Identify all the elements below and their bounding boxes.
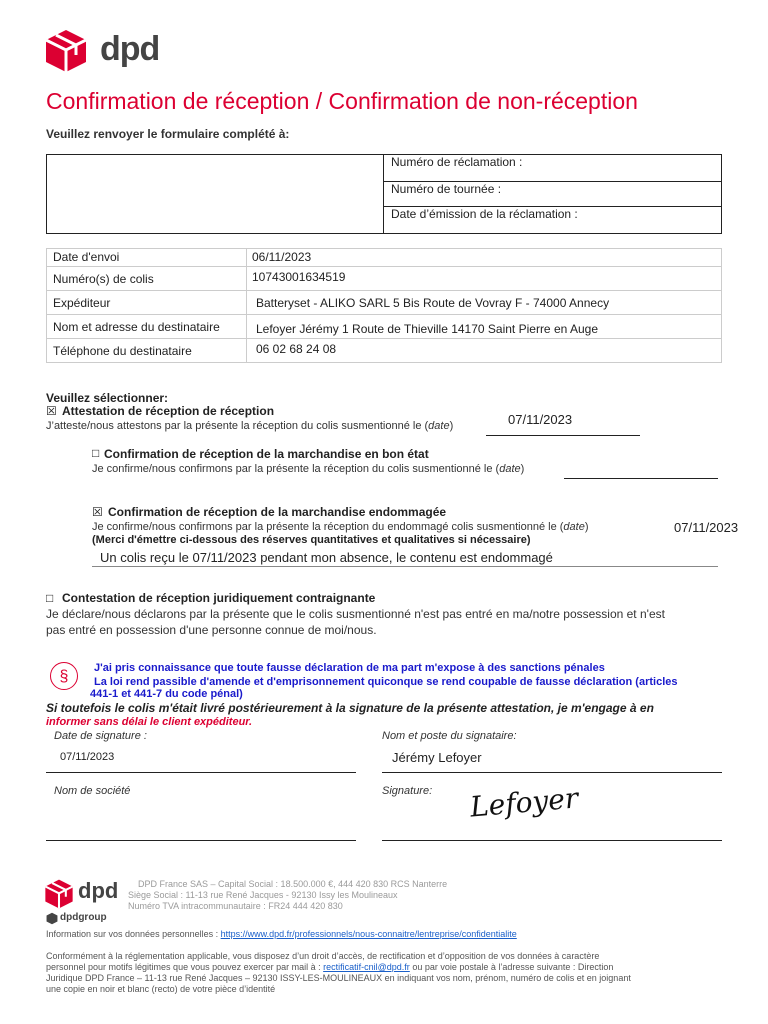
legal-italic-red: informer sans délai le client expéditeur. — [46, 716, 253, 728]
claim-number-label: Numéro de réclamation : — [391, 155, 523, 169]
dpd-footer-wordmark: dpd — [78, 878, 119, 903]
send-date-label: Date d'envoi — [53, 250, 120, 264]
option4-title: Contestation de réception juridiquement contraignante — [62, 591, 376, 605]
option4-text-line1: Je déclare/nous déclarons par la présente que le colis susmentionné n'est pas entré en ma/notre possession et n'est — [46, 607, 665, 621]
signature-date-label: Date de signature : — [54, 730, 147, 742]
option4-checkbox[interactable]: □ — [46, 591, 54, 605]
option3-checkbox[interactable]: ☒ — [92, 505, 103, 519]
gdpr-email-link[interactable]: rectificatif-cnil@dpd.fr — [323, 962, 410, 972]
signer-name-value: Jérémy Lefoyer — [392, 750, 482, 765]
sender-label: Expéditeur — [53, 296, 111, 310]
option1-checkbox[interactable]: ☒ — [46, 404, 57, 418]
privacy-link[interactable]: https://www.dpd.fr/professionnels/nous-connaitre/lentreprise/confidentialite — [220, 929, 517, 939]
gdpr-line3: Juridique DPD France – 11-13 rue René Jacques – 92130 ISSY-LES-MOULINEAUX en indiquant vos nom, prénom, numéro de colis et en joignant — [46, 973, 631, 983]
dpd-footer-cube-icon — [44, 878, 74, 910]
gdpr-line2a: personnel pour motifs légitimes que vous pouvez exercer par mail à : — [46, 962, 324, 972]
company-line3: Numéro TVA intracommunautaire : FR24 444 420 830 — [128, 901, 343, 911]
signature-section — [46, 728, 726, 844]
option1-date-value: 07/11/2023 — [508, 412, 573, 427]
sender-value: Batteryset - ALIKO SARL 5 Bis Route de Vovray F - 74000 Annecy — [256, 296, 610, 310]
option1-text: J’atteste/nous attestons par la présente la réception du colis susmentionné le ( — [46, 420, 429, 432]
parcel-number-value: 10743001634519 — [252, 270, 346, 284]
gdpr-line2 — [46, 962, 631, 973]
privacy-info — [46, 929, 517, 940]
shipment-table — [46, 248, 722, 362]
claim-box — [46, 154, 722, 234]
legal-italic-line1: Si toutefois le colis m'était livré postérieurement à la signature de la présente attestation, je m'engage à en — [46, 701, 654, 715]
dpd-cube-icon — [44, 28, 88, 74]
legal-line1: J'ai pris connaissance que toute fausse déclaration de ma part m'expose à des sanctions pénales — [94, 662, 605, 674]
option2-title: Confirmation de réception de la marchandise en bon état — [104, 447, 429, 461]
dpd-logo — [44, 28, 164, 74]
option1-text-line — [46, 420, 453, 432]
option3-text: Je confirme/nous confirmons par la présente la réception du endommagé colis susmentionné le ( — [92, 521, 564, 533]
option2-close: ) — [520, 463, 525, 475]
send-date-value: 06/11/2023 — [252, 250, 312, 264]
legal-line2: La loi rend passible d'amende et d'emprisonnement quiconque se rend coupable de fausse déclaration (articles — [94, 676, 678, 688]
option1-date-word: date — [428, 420, 450, 432]
gdpr-info — [46, 951, 631, 995]
option3-date-word: date — [563, 521, 585, 533]
recipient-phone-label: Téléphone du destinataire — [53, 344, 192, 358]
signature-label: Signature: — [382, 785, 433, 797]
signer-name-label: Nom et poste du signataire: — [382, 730, 517, 742]
recipient-value: Lefoyer Jérémy 1 Route de Thieville 14170 Saint Pierre en Auge — [256, 322, 598, 336]
legal-line3: 441-1 et 441-7 du code pénal) — [90, 688, 243, 700]
option2-checkbox[interactable]: □ — [92, 446, 100, 460]
recipient-label: Nom et adresse du destinataire — [53, 320, 220, 334]
signature-date-value: 07/11/2023 — [60, 751, 115, 763]
paragraph-icon — [50, 662, 78, 690]
footer-logo — [44, 878, 124, 928]
gdpr-line4: une copie en noir et blanc (recto) de votre pièce d’identité — [46, 984, 276, 994]
page-subtitle: Veuillez renvoyer le formulaire complété à: — [46, 127, 290, 141]
route-number-label: Numéro de tournée : — [391, 182, 502, 196]
company-line1: DPD France SAS – Capital Social : 18.500.000 €, 444 420 830 RCS Nanterre — [138, 879, 448, 889]
select-heading: Veuillez sélectionner: — [46, 391, 169, 405]
option2-text-line — [92, 463, 524, 475]
option3-text-line — [92, 521, 589, 533]
page-title: Confirmation de réception / Confirmation de non-réception — [46, 88, 638, 114]
dpd-wordmark: dpd — [100, 30, 160, 68]
option3-close: ) — [584, 521, 589, 533]
privacy-label: Information sur vos données personnelles : — [46, 929, 221, 939]
option2-date-word: date — [499, 463, 521, 475]
option3-note: (Merci d'émettre ci-dessous des réserves quantitatives et qualitatives si nécessaire) — [92, 534, 531, 546]
company-name-label: Nom de société — [54, 785, 131, 797]
gdpr-line2b: ou par voie postale à l’adresse suivante : Direction — [409, 962, 614, 972]
company-line2: Siège Social : 11-13 rue René Jacques - 92130 Issy les Moulineaux — [128, 890, 398, 900]
option-damaged — [92, 505, 762, 575]
option1-title: Attestation de réception de réception — [62, 404, 275, 418]
dpdgroup-wordmark: dpdgroup — [60, 912, 107, 923]
parcel-number-label: Numéro(s) de colis — [53, 272, 154, 286]
legal-notice — [46, 658, 736, 728]
claim-date-label: Date d’émission de la réclamation : — [391, 207, 578, 221]
option-contestation — [46, 591, 736, 637]
option2-text: Je confirme/nous confirmons par la présente la réception du colis susmentionné le ( — [92, 463, 500, 475]
option3-title: Confirmation de réception de la marchandise endommagée — [108, 505, 447, 519]
recipient-phone-value: 06 02 68 24 08 — [256, 342, 337, 356]
gdpr-line1: Conformément à la réglementation applicable, vous disposez d’un droit d’accès, de rectification et d’opposition de vos données à caractère — [46, 951, 600, 961]
company-info — [128, 879, 447, 912]
option1-close: ) — [449, 420, 454, 432]
option-reception-attestation — [46, 404, 726, 440]
option3-date-value: 07/11/2023 — [674, 520, 739, 535]
option3-remark: Un colis reçu le 07/11/2023 pendant mon absence, le contenu est endommagé — [100, 550, 553, 565]
handwritten-signature: Lefoyer — [468, 781, 580, 824]
option-good-condition — [92, 447, 732, 481]
paragraph-symbol: § — [59, 668, 69, 685]
dpdgroup-cube-icon — [46, 912, 58, 925]
option4-text-line2: pas entré en possession d'une personne connue de moi/nous. — [46, 623, 377, 637]
